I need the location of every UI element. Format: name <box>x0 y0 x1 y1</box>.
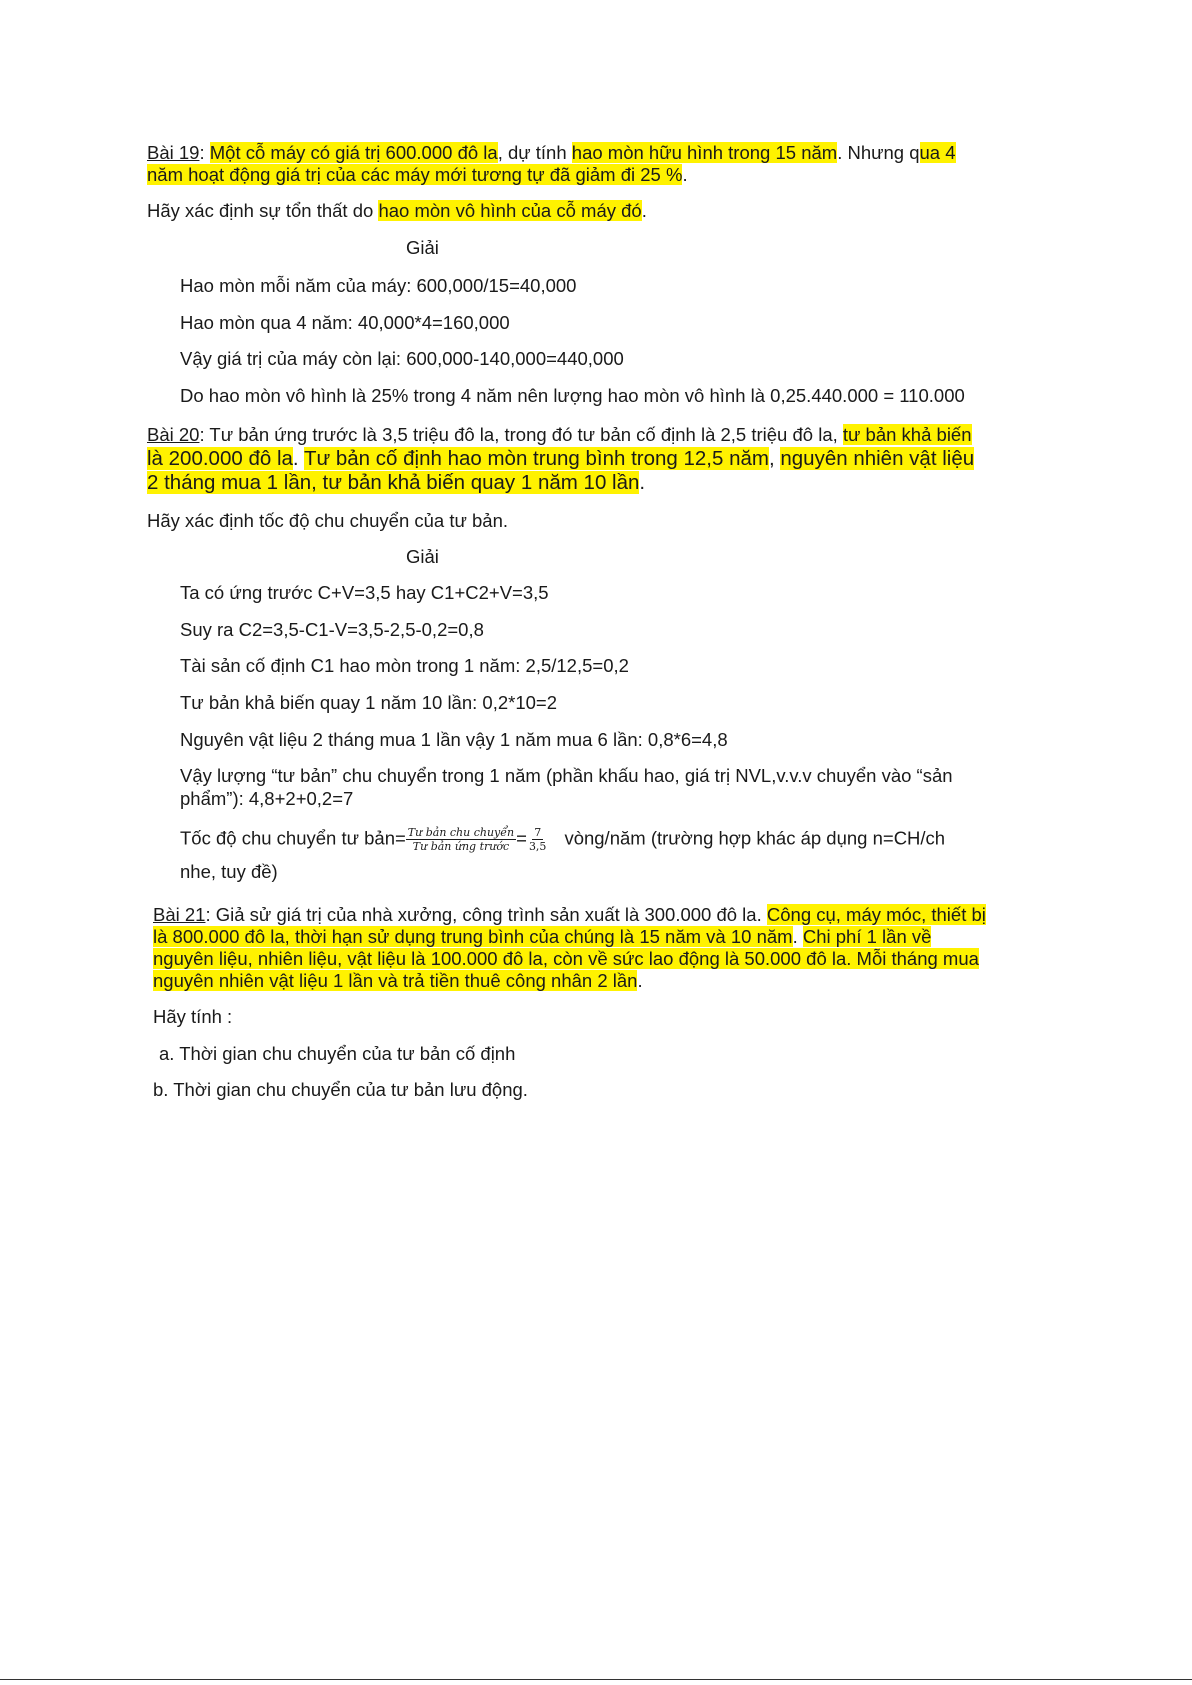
bai21-item-a: a. Thời gian chu chuyển của tư bản cố định <box>159 1043 516 1064</box>
highlight: hao mòn hữu hình trong 15 năm <box>571 142 838 163</box>
fraction-numerator: Tư bản chu chuyển <box>407 826 515 839</box>
highlight: Một cỗ máy có giá trị 600.000 đô la <box>209 142 498 163</box>
text: : Giả sử giá trị của nhà xưởng, công trình sản xuất là 300.000 đô la. <box>205 904 767 925</box>
bai19-step-3: Vậy giá trị của máy còn lại: 600,000-140,000=440,000 <box>180 348 624 369</box>
text: Tốc độ chu chuyển tư bản= <box>180 827 406 849</box>
highlight: tư bản khả biến <box>842 424 972 445</box>
highlight: Tư bản cố định hao mòn trung bình trong 12,5 năm <box>303 447 769 470</box>
bai20-step-4: Tư bản khả biến quay 1 năm 10 lần: 0,2*10=2 <box>180 692 558 713</box>
highlight: 2 tháng mua 1 lần, tư bản khả biến quay 1 năm 10 lần <box>147 471 640 494</box>
bai21-label: Bài 21 <box>153 904 206 925</box>
bai20-step-2: Suy ra C2=3,5-C1-V=3,5-2,5-0,2=0,8 <box>180 619 484 640</box>
bai20-line-2 <box>147 447 974 471</box>
bai20-line-1 <box>147 423 972 447</box>
bai21-line-1 <box>153 903 986 927</box>
text: . <box>682 164 688 185</box>
text: . Nhưng q <box>837 142 920 163</box>
highlight: là 200.000 đô la <box>147 447 293 470</box>
bai19-line-2 <box>147 163 688 187</box>
highlight: nguyên liệu, nhiên liệu, vật liệu là 100.000 đô la, còn về sức lao động là 50.000 đô la. Mỗi tháng mua <box>153 948 979 969</box>
value-fraction <box>527 826 549 853</box>
bai20-step-6b: phẩm”): 4,8+2+0,2=7 <box>180 788 354 809</box>
bai21-item-b: b. Thời gian chu chuyển của tư bản lưu động. <box>153 1079 528 1100</box>
page-bottom-rule <box>0 1679 1192 1680</box>
bai20-step-5: Nguyên vật liệu 2 tháng mua 1 lần vậy 1 năm mua 6 lần: 0,8*6=4,8 <box>180 729 728 750</box>
bai21-line-2 <box>153 925 931 949</box>
highlight: ua 4 <box>919 142 956 163</box>
bai19-question <box>147 199 647 223</box>
fraction-numerator: 7 <box>534 826 542 839</box>
highlight: hao mòn vô hình của cỗ máy đó <box>378 200 642 221</box>
highlight: nguyên nhiên vật liệu <box>780 447 975 470</box>
fraction-denominator: 3,5 <box>528 840 547 853</box>
text: . <box>637 970 643 991</box>
bai19-step-2: Hao mòn qua 4 năm: 40,000*4=160,000 <box>180 312 510 333</box>
bai19-line-1 <box>147 141 956 165</box>
bai21-question: Hãy tính : <box>153 1006 233 1027</box>
highlight: là 800.000 đô la, thời hạn sử dụng trung bình của chúng là 15 năm và 10 năm <box>153 926 793 947</box>
text: , <box>768 447 781 470</box>
bai20-step-6a: Vậy lượng “tư bản” chu chuyển trong 1 năm (phần khấu hao, giá trị NVL,v.v.v chuyển vào “sản <box>180 765 953 786</box>
formula-fraction <box>406 826 516 853</box>
bai20-step-1: Ta có ứng trước C+V=3,5 hay C1+C2+V=3,5 <box>180 582 549 603</box>
text: = <box>516 827 527 849</box>
highlight: Chi phí 1 lần về <box>802 926 932 947</box>
text: , dự tính <box>497 142 572 163</box>
bai19-label: Bài 19 <box>147 142 200 163</box>
bai20-line-3 <box>147 471 645 495</box>
bai20-label: Bài 20 <box>147 424 200 445</box>
text: . <box>639 471 646 494</box>
bai20-question: Hãy xác định tốc độ chu chuyển của tư bản. <box>147 510 509 531</box>
text: . <box>792 926 803 947</box>
bai20-solution-heading: Giải <box>406 546 439 567</box>
text: Hãy xác định sự tổn thất do <box>147 200 379 221</box>
text: . <box>292 447 304 470</box>
bai19-step-4: Do hao mòn vô hình là 25% trong 4 năm nên lượng hao mòn vô hình là 0,25.440.000 = 110.000 <box>180 385 965 406</box>
text: vòng/năm (trường hợp khác áp dụng n=CH/ch <box>564 827 946 849</box>
bai20-step-7b: nhe, tuy đề) <box>180 861 278 882</box>
bai19-solution-heading: Giải <box>406 237 439 258</box>
bai21-line-3 <box>153 947 979 971</box>
highlight: Công cụ, máy móc, thiết bị <box>766 904 986 925</box>
text: . <box>641 200 647 221</box>
text: : Tư bản ứng trước là 3,5 triệu đô la, trong đó tư bản cố định là 2,5 triệu đô la, <box>199 424 843 445</box>
text: : <box>199 142 210 163</box>
bai21-line-4 <box>153 969 643 993</box>
bai20-step-7 <box>180 826 945 853</box>
bai20-step-3: Tài sản cố định C1 hao mòn trong 1 năm: 2,5/12,5=0,2 <box>180 655 629 676</box>
fraction-denominator: Tư bản ứng trước <box>412 840 510 853</box>
bai19-step-1: Hao mòn mỗi năm của máy: 600,000/15=40,000 <box>180 275 577 296</box>
highlight: nguyên nhiên vật liệu 1 lần và trả tiền thuê công nhân 2 lần <box>153 970 638 991</box>
highlight: năm hoạt động giá trị của các máy mới tương tự đã giảm đi 25 % <box>147 164 683 185</box>
